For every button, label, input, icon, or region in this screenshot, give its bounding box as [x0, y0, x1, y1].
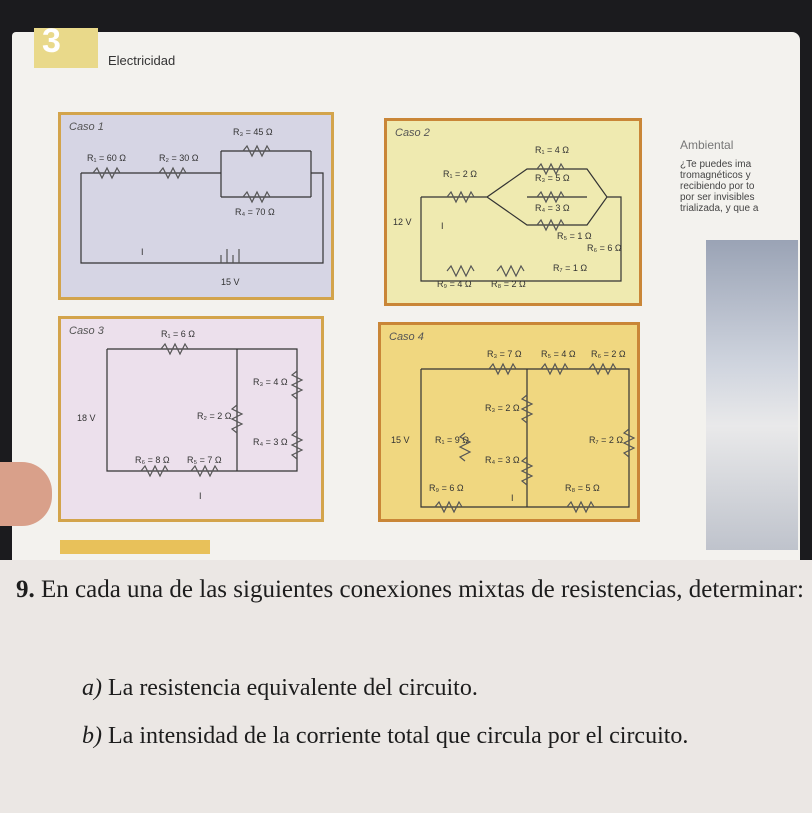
case-3-voltage-label: 18 V [77, 413, 96, 423]
sidebar-title: Ambiental [680, 138, 734, 152]
case-2-r8-label: R₈ = 2 Ω [491, 279, 526, 289]
case-3-label: Caso 3 [69, 325, 104, 337]
case-2-r1b-label: R₁ = 2 Ω [443, 169, 478, 179]
case-4-panel [378, 322, 640, 522]
decorative-strip [60, 540, 210, 554]
case-2-r5-label: R₅ = 1 Ω [557, 231, 592, 241]
case-2-circuit-diagram [387, 121, 639, 303]
case-4-r7-label: R₇ = 2 Ω [589, 435, 624, 445]
case-2-r9-label: R₉ = 4 Ω [437, 279, 472, 289]
case-1-current-label: I [141, 247, 144, 257]
case-3-current-label: I [199, 491, 202, 501]
case-3-r6-label: R₆ = 8 Ω [135, 455, 170, 465]
case-3-r1-label: R₁ = 6 Ω [161, 329, 196, 339]
page-number: 3 [42, 22, 61, 60]
case-1-r4-label: R₄ = 70 Ω [235, 207, 275, 217]
exercise-text: En cada una de las siguientes conexiones mixtas de resistencias, determinar: [41, 576, 804, 603]
case-4-r3b-label: R₃ = 2 Ω [485, 403, 520, 413]
item-b-text: La intensidad de la corriente total que circula por el circuito. [108, 723, 689, 749]
case-1-r2-label: R₂ = 30 Ω [159, 153, 199, 163]
case-1-label: Caso 1 [69, 121, 104, 133]
case-2-voltage-label: 12 V [393, 217, 412, 227]
case-4-label: Caso 4 [389, 331, 424, 343]
sidebar-line: por ser invisibles [680, 192, 755, 203]
case-2-r1a-label: R₁ = 4 Ω [535, 145, 570, 155]
section-title: Electricidad [108, 53, 176, 68]
exercise-section [0, 560, 812, 813]
item-b-letter: b) [82, 723, 102, 749]
sidebar-line: tromagnéticos y [680, 170, 751, 181]
case-1-voltage-label: 15 V [221, 277, 240, 287]
case-4-current-label: I [511, 493, 514, 503]
case-2-r4-label: R₄ = 3 Ω [535, 203, 570, 213]
exercise-item-b [82, 720, 802, 752]
case-2-r6-label: R₆ = 6 Ω [587, 243, 622, 253]
exercise-statement [16, 570, 806, 610]
case-2-r7-label: R₇ = 1 Ω [553, 263, 588, 273]
sidebar-line: ¿Te puedes ima [680, 159, 752, 170]
sidebar-photo [706, 240, 798, 550]
case-2-r3-label: R₃ = 5 Ω [535, 173, 570, 183]
case-3-r2-label: R₂ = 2 Ω [197, 411, 232, 421]
case-1-r1-label: R₁ = 60 Ω [87, 153, 127, 163]
case-4-circuit-diagram [381, 325, 637, 519]
case-3-panel [58, 316, 324, 522]
case-4-r1-label: R₁ = 9 Ω [435, 435, 470, 445]
item-a-text: La resistencia equivalente del circuito. [108, 675, 478, 701]
case-4-r5-label: R₅ = 4 Ω [541, 349, 576, 359]
sidebar-line: recibiendo por to [680, 181, 755, 192]
sidebar-text [680, 140, 800, 214]
case-2-label: Caso 2 [395, 127, 430, 139]
case-4-voltage-label: 15 V [391, 435, 410, 445]
case-1-circuit-diagram [61, 115, 331, 297]
sidebar-line: trializada, y que a [680, 203, 759, 214]
case-3-r5-label: R₅ = 7 Ω [187, 455, 222, 465]
case-3-circuit-diagram [61, 319, 321, 519]
exercise-item-a [82, 672, 802, 704]
case-3-r3-label: R₃ = 4 Ω [253, 377, 288, 387]
case-4-r6-label: R₆ = 2 Ω [591, 349, 626, 359]
case-2-panel [384, 118, 642, 306]
item-a-letter: a) [82, 675, 102, 701]
case-1-r3-label: R₃ = 45 Ω [233, 127, 273, 137]
case-4-r9-label: R₉ = 6 Ω [429, 483, 464, 493]
case-1-panel [58, 112, 334, 300]
exercise-number: 9. [16, 576, 35, 603]
case-4-r4-label: R₄ = 3 Ω [485, 455, 520, 465]
case-2-current-label: I [441, 221, 444, 231]
case-4-r3a-label: R₃ = 7 Ω [487, 349, 522, 359]
case-4-r8-label: R₈ = 5 Ω [565, 483, 600, 493]
page-number-tab [34, 22, 98, 68]
case-3-r4-label: R₄ = 3 Ω [253, 437, 288, 447]
